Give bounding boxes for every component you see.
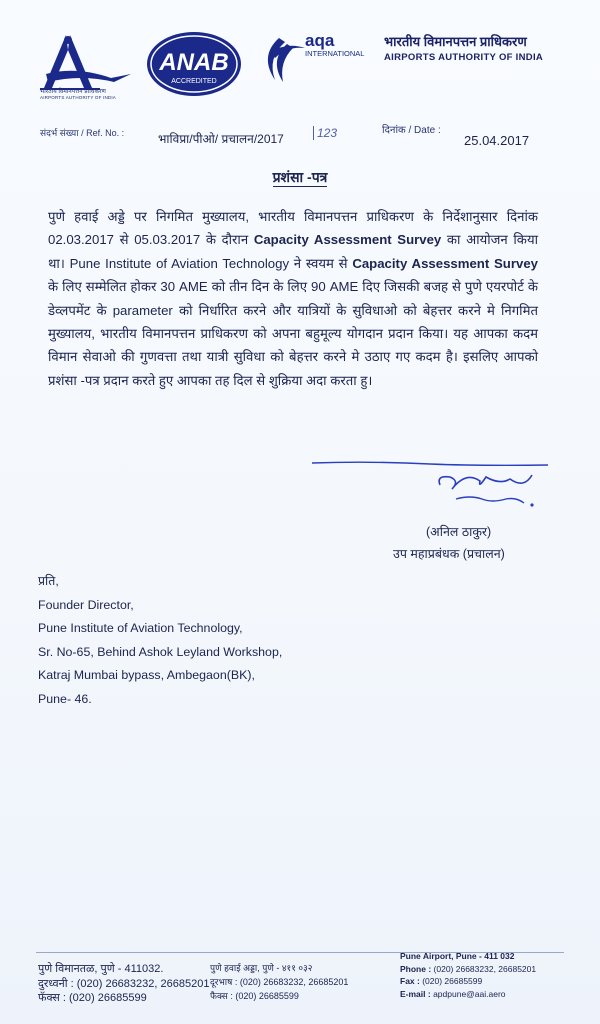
- footer-line: पुणे हवाई अड्डा, पुणे - ४११ ०३२: [210, 963, 313, 973]
- footer-phone-label: Phone :: [400, 963, 432, 974]
- org-name-hindi: भारतीय विमानपत्तन प्राधिकरण: [384, 34, 527, 49]
- aai-logo-caption-english: AIRPORTS AUTHORITY OF INDIA: [40, 95, 116, 100]
- anab-logo-text: ANAB: [159, 49, 229, 76]
- ref-label: संदर्भ संख्या / Ref. No. :: [40, 128, 125, 138]
- footer-hindi: [210, 962, 348, 1003]
- footer-marathi: [38, 962, 209, 1006]
- ref-number: भाविप्रा/पीओ/ प्रचालन/2017: [158, 132, 284, 146]
- date-value: 25.04.2017: [464, 133, 530, 148]
- address-line: प्रति,: [38, 574, 59, 588]
- letter-title-text: प्रशंसा -पत्र: [272, 169, 328, 185]
- address-line: Sr. No-65, Behind Ashok Leyland Workshop,: [38, 644, 283, 659]
- signatory-designation: उप महाप्रबंधक (प्रचालन): [393, 547, 505, 561]
- footer-fax-label: Fax :: [400, 976, 420, 987]
- ref-handwritten-number: 123: [313, 126, 337, 140]
- body-text-2: का आयोजन किया था। Pune Institute of Aviation Technology ने स्वयम से: [48, 232, 539, 271]
- footer-fax: (020) 26685599: [422, 976, 483, 987]
- signature: [310, 455, 550, 495]
- footer-address: Pune Airport, Pune - 411 032: [400, 951, 515, 961]
- footer-line: फैक्स : (020) 26685599: [210, 990, 299, 1001]
- body-text-3: के लिए सम्मेलित होकर 30 AME को तीन दिन के लिए 90 AME दिए जिसकी बजह से पुणे एयरपोर्ट के डेव्लपमेंट के parameter को निर्धारित करने और यात्रियों के सुविधाओ को बेहत्तर करने मे निगमित मुख्यालय, भारतीय विमानपत्तन प्राधिकरण को अपना बहुमूल्य योगदान प्रदान किया। यह आपका कदम विमान सेवाओ की गुणवत्ता तथा यात्री सुविधा को बेहत्तर करने मे उठाए गए कदम है। इसलिए आपको प्रशंसा -पत्र प्रदान करते हुए आपका तह दिल से शुक्रिया अदा करता हु।: [48, 279, 538, 388]
- aqa-logo-text: aqa: [305, 31, 335, 50]
- anab-logo: [145, 30, 243, 98]
- body-text-1: पुणे हवाई अड्डे पर निगमित मुख्यालय, भारतीय विमानपत्तन प्राधिकरण के निर्देशानुसार दिनांक 02.03.2017 से 05.03.2017 के दौरान: [48, 209, 538, 248]
- body-bold-1: Capacity Assessment Survey: [253, 232, 442, 248]
- body-bold-2: Capacity Assessment Survey: [352, 255, 539, 271]
- footer-line: दूरभाष : (020) 26683232, 26685201: [210, 976, 349, 987]
- footer-email[interactable]: apdpune@aai.aero: [433, 989, 506, 1000]
- address-line: Pune Institute of Aviation Technology,: [38, 621, 243, 635]
- letter-body: [48, 205, 538, 392]
- letter-title: [0, 168, 600, 187]
- date-label: दिनांक / Date :: [382, 125, 441, 136]
- footer-english: [400, 950, 536, 1001]
- recipient-address: [38, 570, 282, 711]
- footer-line: दुरध्वनी : (020) 26683232, 26685201: [38, 977, 210, 990]
- anab-logo-subtext: ACCREDITED: [171, 78, 217, 85]
- signatory-name: (अनिल ठाकुर): [426, 525, 492, 539]
- org-name-english: AIRPORTS AUTHORITY OF INDIA: [384, 52, 544, 63]
- address-line: Pune- 46.: [38, 691, 92, 706]
- aqa-logo-subtext: INTERNATIONAL: [305, 49, 365, 58]
- footer-email-label: E-mail :: [400, 989, 431, 1000]
- footer-line: फॅक्स : (020) 26685599: [38, 992, 147, 1004]
- aqa-logo: [257, 30, 367, 88]
- address-line: Katraj Mumbai bypass, Ambegaon(BK),: [38, 668, 255, 682]
- footer-line: पुणे विमानतळ, पुणे - 411032.: [38, 963, 164, 975]
- footer-phone: (020) 26683232, 26685201: [433, 963, 537, 974]
- aai-logo-caption-hindi: भारतीय विमानपत्तन प्राधिकरण: [40, 89, 106, 95]
- address-line: Founder Director,: [38, 597, 134, 612]
